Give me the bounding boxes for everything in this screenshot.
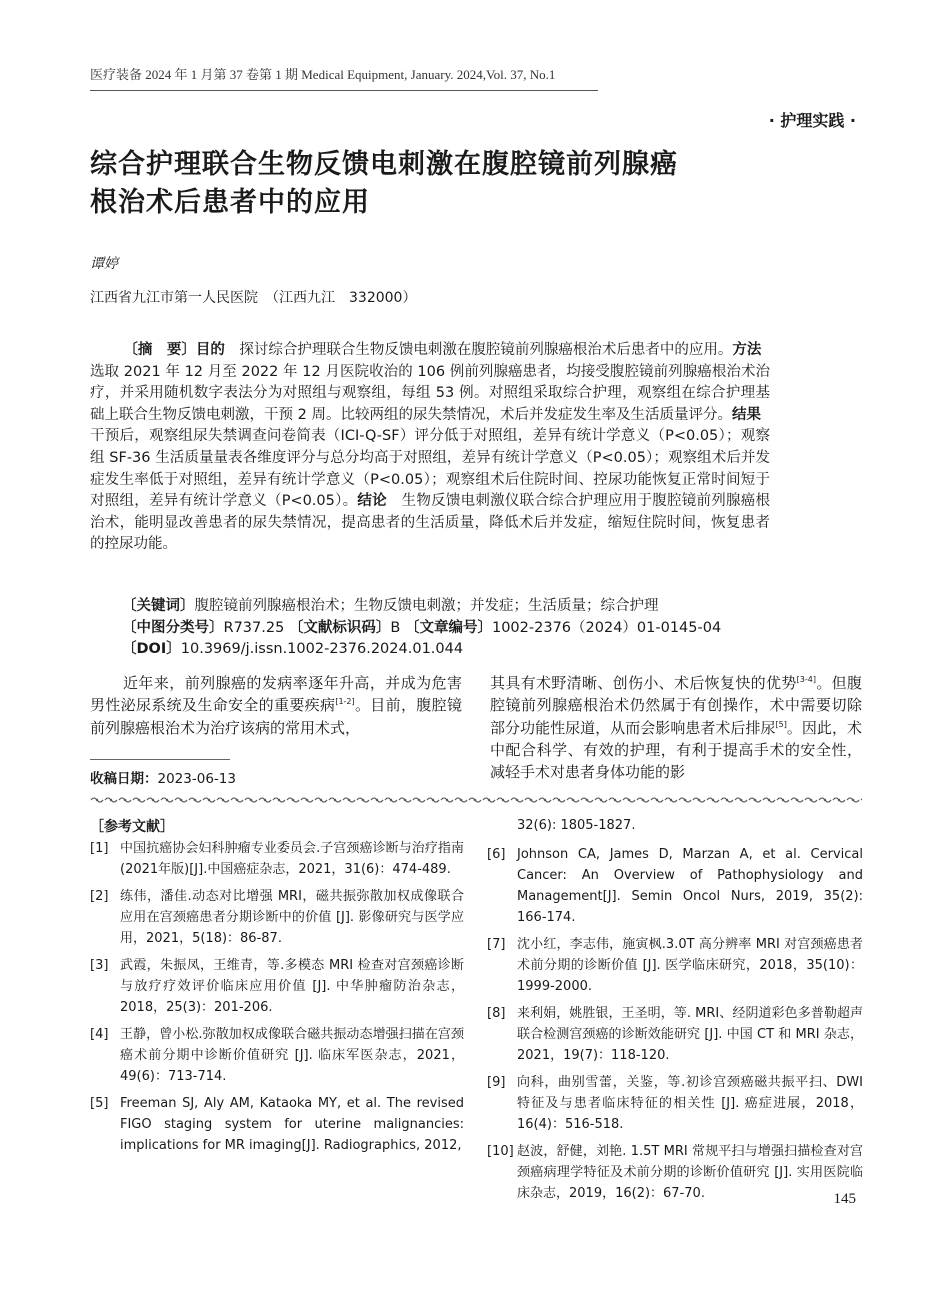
conclusion-label: 结论 [357, 493, 387, 510]
reference-text: Freeman SJ, Aly AM, Kataoka MY, et al. The revised FIGO staging system for uterine malignancies: implications for MR imaging[J]. Radiographics, 2012, [120, 1096, 464, 1153]
body-right-text-b: 。但腹腔镜前列腺癌根治术仍然属于有创操作，术中需要切除部分功能性尿道，从而会影响患者术后排尿 [490, 674, 862, 737]
citation-1-2: [1-2] [335, 697, 355, 707]
reference-number: [3] [90, 958, 109, 973]
keywords-label: 〔关键词〕 [122, 598, 195, 614]
methods-text: 选取 2021 年 12 月至 2022 年 12 月医院收治的 106 例前列腺癌患者，均接受腹腔镜前列腺癌根治术治疗，并采用随机数字表法分为对照组与观察组，每组 53 例。对照组采取综合护理，观察组在综合护理基础上联合生物反馈电刺激，干预 2 周。比较两组的尿失禁情况，术后并发症发生率及生活质量评分。 [90, 342, 776, 423]
body-right-text-c: 。因此，术中配合科学、有效的护理，有利于提高手术的安全性，减轻手术对患者身体功能的影 [490, 718, 862, 782]
reference-number: [9] [487, 1075, 506, 1090]
clc-label: 〔中图分类号〕 [122, 619, 224, 636]
reference-item [90, 886, 464, 949]
keywords-line [122, 596, 721, 618]
reference-item [90, 1024, 464, 1087]
reference-item [487, 1072, 863, 1135]
article-title [90, 146, 850, 222]
article-metadata [122, 596, 721, 661]
abstract-label: 〔摘 要〕 [123, 342, 196, 358]
keywords-text: 腹腔镜前列腺癌根治术；生物反馈电刺激；并发症；生活质量；综合护理 [194, 598, 659, 614]
reference-text: 向科，曲别雪蕾，关鉴，等.初诊宫颈癌磁共振平扫、DWI 特征及与患者临床特征的相关性 [J]. 癌症进展，2018，16(4)：516-518. [517, 1075, 863, 1132]
methods-label: 方法 [732, 342, 762, 358]
body-right-text-a: 其具有术野清晰、创伤小、术后恢复快的优势 [490, 674, 797, 692]
doc-code-label: 〔文献标识码〕 [288, 619, 391, 636]
conclusion-text: 生物反馈电刺激仪联合综合护理应用于腹腔镜前列腺癌根治术，能明显改善患者的尿失禁情况，提高患者的生活质量，降低术后并发症，缩短住院时间，恢复患者的控尿功能。 [90, 493, 770, 553]
body-column-right [490, 672, 862, 783]
doc-code-value: B [390, 619, 401, 636]
reference-item [90, 1093, 464, 1156]
citation-3-4: [3-4] [796, 675, 816, 684]
doi-line [122, 639, 721, 661]
reference-text: 沈小红，李志伟，施寅枫.3.0T 高分辨率 MRI 对宫颈癌患者术前分期的诊断价值 [J]. 医学临床研究，2018，35(10)：1999-2000. [517, 937, 863, 994]
reference-number: [10] [487, 1144, 514, 1159]
title-line-1: 综合护理联合生物反馈电刺激在腹腔镜前列腺癌 [90, 149, 678, 180]
footnote-rule [90, 759, 230, 760]
reference-continuation: 32(6): 1805-1827. [517, 818, 636, 833]
clc-value: R737.25 [223, 619, 285, 636]
article-number-value: 1002-2376（2024）01-0145-04 [491, 619, 722, 636]
author: 谭婷 [90, 256, 118, 272]
reference-text: 武霞，朱振凤，王维青，等.多模态 MRI 检查对宫颈癌诊断与放疗疗效评价临床应用价值 [J]. 中华肿瘤防治杂志，2018，25(3)：201-206. [120, 958, 464, 1015]
results-label: 结果 [731, 406, 761, 423]
reference-number: [7] [487, 937, 506, 952]
reference-text: Johnson CA, James D, Marzan A, et al. Cervical Cancer: An Overview of Pathophysiology and Management[J]. Semin Oncol Nurs, 2019, 35(2): 166-174. [517, 847, 863, 925]
reference-item [487, 844, 863, 928]
body-left-text-a: 近年来，前列腺癌的发病率逐年升高，并成为危害男性泌尿系统及生命安全的重要疾病 [90, 674, 462, 715]
classification-line [122, 618, 721, 640]
reference-text: 练伟，潘佳.动态对比增强 MRI，磁共振弥散加权成像联合应用在宫颈癌患者分期诊断中的价值 [J]. 影像研究与医学应用，2021，5(18)：86-87. [120, 889, 464, 946]
received-date [90, 767, 236, 787]
doi-label: 〔DOI〕 [122, 641, 181, 658]
reference-item [487, 1141, 863, 1204]
reference-text: 赵波，舒健，刘艳. 1.5T MRI 常规平扫与增强扫描检查对宫颈癌病理学特征及术前分期的诊断价值研究 [J]. 实用医院临床杂志，2019，16(2)：67-70. [517, 1144, 863, 1201]
article-number-label: 〔文章编号〕 [404, 619, 492, 636]
running-head: 医疗装备 2024 年 1 月第 37 卷第 1 期 Medical Equipment, January. 2024,Vol. 37, No.1 [90, 67, 556, 82]
title-line-2: 根治术后患者中的应用 [90, 187, 370, 218]
affiliation: 江西省九江市第一人民医院 （江西九江 332000） [90, 290, 417, 306]
body-column-left [90, 672, 462, 739]
references-heading: ［参考文献］ [90, 819, 174, 835]
reference-number: [2] [90, 889, 109, 904]
reference-text: 来利娟，姚胜银，王圣明，等. MRI、经阴道彩色多普勒超声联合检测宫颈癌的诊断效能研究 [J]. 中国 CT 和 MRI 杂志，2021，19(7)：118-120. [517, 1006, 863, 1063]
objective-text: 探讨综合护理联合生物反馈电刺激在腹腔镜前列腺癌根治术后患者中的应用。 [224, 342, 733, 358]
references-left-column [90, 838, 464, 1162]
reference-item [90, 955, 464, 1018]
reference-number: [6] [487, 847, 506, 862]
header-rule [90, 90, 598, 91]
citation-5: [5] [775, 719, 787, 729]
abstract [90, 340, 776, 556]
reference-text: 中国抗癌协会妇科肿瘤专业委员会.子宫颈癌诊断与治疗指南(2021年版)[J].中国癌症杂志，2021，31(6)：474-489. [120, 841, 464, 877]
doi-value: 10.3969/j.issn.1002-2376.2024.01.044 [180, 641, 464, 658]
reference-number: [5] [90, 1096, 109, 1111]
section-tag: · 护理实践 · [768, 111, 856, 130]
reference-number: [4] [90, 1027, 109, 1042]
reference-item [487, 934, 863, 997]
body-left-text-b: 。目前，腹腔镜前列腺癌根治术为治疗该病的常用术式， [90, 696, 462, 737]
results-text: 干预后，观察组尿失禁调查问卷简表（ICI-Q-SF）评分低于对照组，差异有统计学意义（P<0.05）；观察组 SF-36 生活质量量表各维度评分与总分均高于对照组，差异有统计学意义（P<0.05）；观察组术后并发症发生率低于对照组，差异有统计学意义（P<0.05）；观察组术后住院时间、控尿功能恢复正常时间短于对照组，差异有统计学意义（P<0.05）。 [90, 406, 776, 510]
received-value: 2023-06-13 [157, 771, 236, 787]
reference-number: [1] [90, 841, 109, 856]
received-label: 收稿日期： [90, 771, 158, 787]
page-number: 145 [833, 1191, 856, 1207]
objective-label: 目的 [195, 342, 225, 358]
reference-number: [8] [487, 1006, 506, 1021]
ornament-divider [90, 795, 862, 805]
reference-item [90, 838, 464, 880]
references-right-column [487, 815, 863, 1210]
reference-text: 王静，曾小松.弥散加权成像联合磁共振动态增强扫描在宫颈癌术前分期中诊断价值研究 [J]. 临床军医杂志，2021，49(6)：713-714. [120, 1027, 464, 1084]
reference-item [487, 1003, 863, 1066]
